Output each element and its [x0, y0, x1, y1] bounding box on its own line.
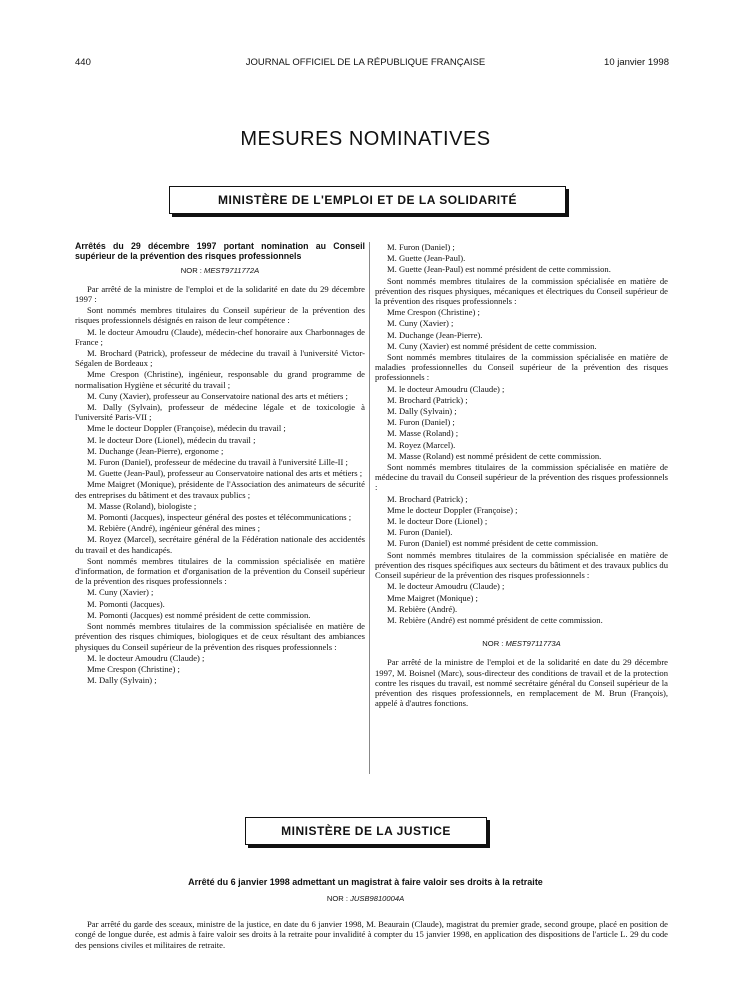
page-number: 440	[75, 57, 91, 68]
paragraph: Sont nommés membres titulaires de la commission spécialisée en matière d'information, de formation et d'organisation de la prévention du Conseil supérieur de la prévention des risques professionnels :	[75, 555, 365, 587]
issue-date: 10 janvier 1998	[604, 57, 669, 68]
paragraph: M. le docteur Dore (Lionel), médecin du travail ;	[87, 434, 256, 445]
paragraph: M. Cuny (Xavier), professeur au Conservatoire national des arts et métiers ;	[87, 390, 348, 401]
justice-decree-title: Arrêté du 6 janvier 1998 admettant un magistrat à faire valoir ses droits à la retraite	[188, 877, 543, 887]
paragraph: M. Cuny (Xavier) ;	[387, 318, 454, 329]
paragraph: M. Royez (Marcel), secrétaire général de la Fédération nationale des accidentés du travail et des handicapés.	[75, 534, 365, 555]
justice-nor-reference	[0, 894, 731, 903]
paragraph: M. le docteur Amoudru (Claude) ;	[87, 652, 205, 663]
decree-heading: Arrêtés du 29 décembre 1997 portant nomination au Conseil supérieur de la prévention des risques professionnels	[75, 241, 365, 261]
paragraph: Mme Maigret (Monique) ;	[387, 592, 478, 603]
nor-code: MEST9711772A	[204, 265, 260, 275]
paragraph: M. Brochard (Patrick) ;	[387, 394, 468, 405]
paragraph: M. Rebière (André).	[387, 603, 458, 614]
paragraph: M. Furon (Daniel), professeur de médecine du travail à l'université Lille-II ;	[87, 457, 348, 468]
paragraph: Mme le docteur Doppler (Françoise), médecin du travail ;	[87, 423, 286, 434]
paragraph: M. Guette (Jean-Paul).	[387, 253, 466, 264]
paragraph: Mme Crespon (Christine) ;	[87, 663, 180, 674]
paragraph: M. Furon (Daniel) est nommé président de cette commission.	[387, 538, 598, 549]
paragraph: M. le docteur Amoudru (Claude), médecin-chef honoraire aux Charbonnages de France ;	[75, 326, 365, 347]
paragraph: M. Pomonti (Jacques) est nommé président de cette commission.	[87, 609, 311, 620]
nor-code: JUSB9810004A	[350, 894, 405, 903]
column-divider	[369, 242, 370, 774]
paragraph: M. Brochard (Patrick), professeur de médecine du travail à l'université Victor-Ségalen de Bordeaux ;	[75, 348, 365, 369]
paragraph: M. le docteur Dore (Lionel) ;	[387, 516, 488, 527]
paragraph: M. Furon (Daniel) ;	[387, 417, 455, 428]
paragraph: Par arrêté de la ministre de l'emploi et de la solidarité en date du 29 décembre 1997 :	[75, 283, 365, 304]
paragraph: M. Brochard (Patrick) ;	[387, 493, 468, 504]
nor-label: NOR :	[180, 265, 202, 275]
paragraph: M. Pomonti (Jacques).	[87, 598, 165, 609]
paragraph: M. Dally (Sylvain) ;	[87, 675, 157, 686]
paragraph: M. le docteur Amoudru (Claude) ;	[387, 383, 505, 394]
paragraph: M. Dally (Sylvain) ;	[387, 406, 457, 417]
paragraph: M. Royez (Marcel).	[387, 439, 456, 450]
paragraph: M. Cuny (Xavier) est nommé président de cette commission.	[387, 340, 597, 351]
paragraph: Mme le docteur Doppler (Françoise) ;	[387, 504, 518, 515]
section-title: MESURES NOMINATIVES	[240, 128, 491, 150]
ministry-emploi-heading: MINISTÈRE DE L'EMPLOI ET DE LA SOLIDARITÉ	[169, 186, 566, 214]
paragraph: M. Masse (Roland), biologiste ;	[87, 500, 197, 511]
paragraph: M. Furon (Daniel) ;	[387, 242, 455, 252]
nor-label: NOR :	[326, 894, 348, 903]
paragraph: M. Guette (Jean-Paul), professeur au Conservatoire national des arts et métiers ;	[87, 468, 363, 479]
paragraph: Sont nommés membres titulaires de la commission spécialisée en matière de prévention des risques spécifiques aux secteurs du bâtiment et des travaux publics du Conseil supérieur de la prévention des risques professionnels :	[375, 549, 668, 581]
paragraph: Sont nommés membres titulaires du Conseil supérieur de la prévention des risques professionnels désignés en raison de leur compétence :	[75, 305, 365, 326]
paragraph: Sont nommés membres titulaires de la commission spécialisée en matière de maladies professionnelles du Conseil supérieur de la prévention des risques professionnels :	[375, 352, 668, 383]
journal-title: JOURNAL OFFICIEL DE LA RÉPUBLIQUE FRANÇAISE	[245, 57, 486, 68]
paragraph: Sont nommés membres titulaires de la commission spécialisée en matière de médecine du travail du Conseil supérieur de la prévention des risques professionnels :	[375, 462, 668, 493]
justice-decree-body: Par arrêté du garde des sceaux, ministre de la justice, en date du 6 janvier 1998, M. Beaurain (Claude), magistrat du premier grade, second groupe, placé en position de congé de longue durée, est admis à faire valoir ses droits à la retraite pour invalidité à compter du 15 janvier 1998, en application des dispositions de l'article L. 29 du code des pensions civiles et militaires de retraite.	[75, 919, 668, 950]
left-column	[75, 242, 365, 686]
decree-paragraph: Par arrêté de la ministre de l'emploi et de la solidarité en date du 29 décembre 1997, M. Boisnel (Marc), sous-directeur des conditions de travail et de la protection contre les risques du travail, est nommé secrétaire général du Conseil supérieur de la prévention des risques professionnels, en remplacement de M. Brun (François), appelé à d'autres fonctions.	[375, 657, 668, 709]
paragraph: M. Cuny (Xavier) ;	[87, 587, 154, 598]
paragraph: M. Rebière (André) est nommé président de cette commission.	[387, 614, 603, 625]
paragraph: M. Duchange (Jean-Pierre).	[387, 329, 483, 340]
nor-code: MEST9711773A	[505, 639, 561, 649]
right-paragraphs	[375, 242, 668, 625]
paragraph: M. Duchange (Jean-Pierre), ergonome ;	[87, 445, 224, 456]
ministry-justice-heading: MINISTÈRE DE LA JUSTICE	[245, 817, 487, 845]
paragraph: Mme Crespon (Christine) ;	[387, 307, 480, 318]
paragraph: Mme Maigret (Monique), présidente de l'Association des animateurs de sécurité des entreprises du bâtiment et des travaux publics ;	[75, 479, 365, 500]
paragraph: M. Rebière (André), ingénieur général des mines ;	[87, 523, 261, 534]
paragraph: Mme Crespon (Christine), ingénieur, responsable du grand programme de normalisation Hygiène et sécurité du travail ;	[75, 369, 365, 390]
paragraph: M. Guette (Jean-Paul) est nommé président de cette commission.	[387, 264, 611, 275]
right-column	[375, 242, 668, 709]
nor-reference	[75, 266, 365, 276]
nor-reference-2	[375, 639, 668, 649]
nor-label: NOR :	[482, 639, 504, 649]
paragraph: M. le docteur Amoudru (Claude) ;	[387, 581, 505, 592]
paragraph: Sont nommés membres titulaires de la commission spécialisée en matière de prévention des risques chimiques, biologiques et de ceux résultant des ambiances physiques du Conseil supérieur de la prévention des risques professionnels :	[75, 621, 365, 652]
paragraph: M. Dally (Sylvain), professeur de médecine légale et de toxicologie à l'université Paris-VII ;	[75, 402, 365, 423]
paragraph: M. Masse (Roland) ;	[387, 428, 459, 439]
paragraph: M. Pomonti (Jacques), inspecteur général des postes et télécommunications ;	[87, 512, 352, 523]
paragraph: M. Furon (Daniel).	[387, 527, 453, 538]
paragraph: M. Masse (Roland) est nommé président de cette commission.	[387, 450, 602, 461]
paragraph: Sont nommés membres titulaires de la commission spécialisée en matière de prévention des risques physiques, mécaniques et électriques du Conseil supérieur de la prévention des risques professionnels :	[375, 275, 668, 307]
left-paragraphs	[75, 284, 365, 686]
